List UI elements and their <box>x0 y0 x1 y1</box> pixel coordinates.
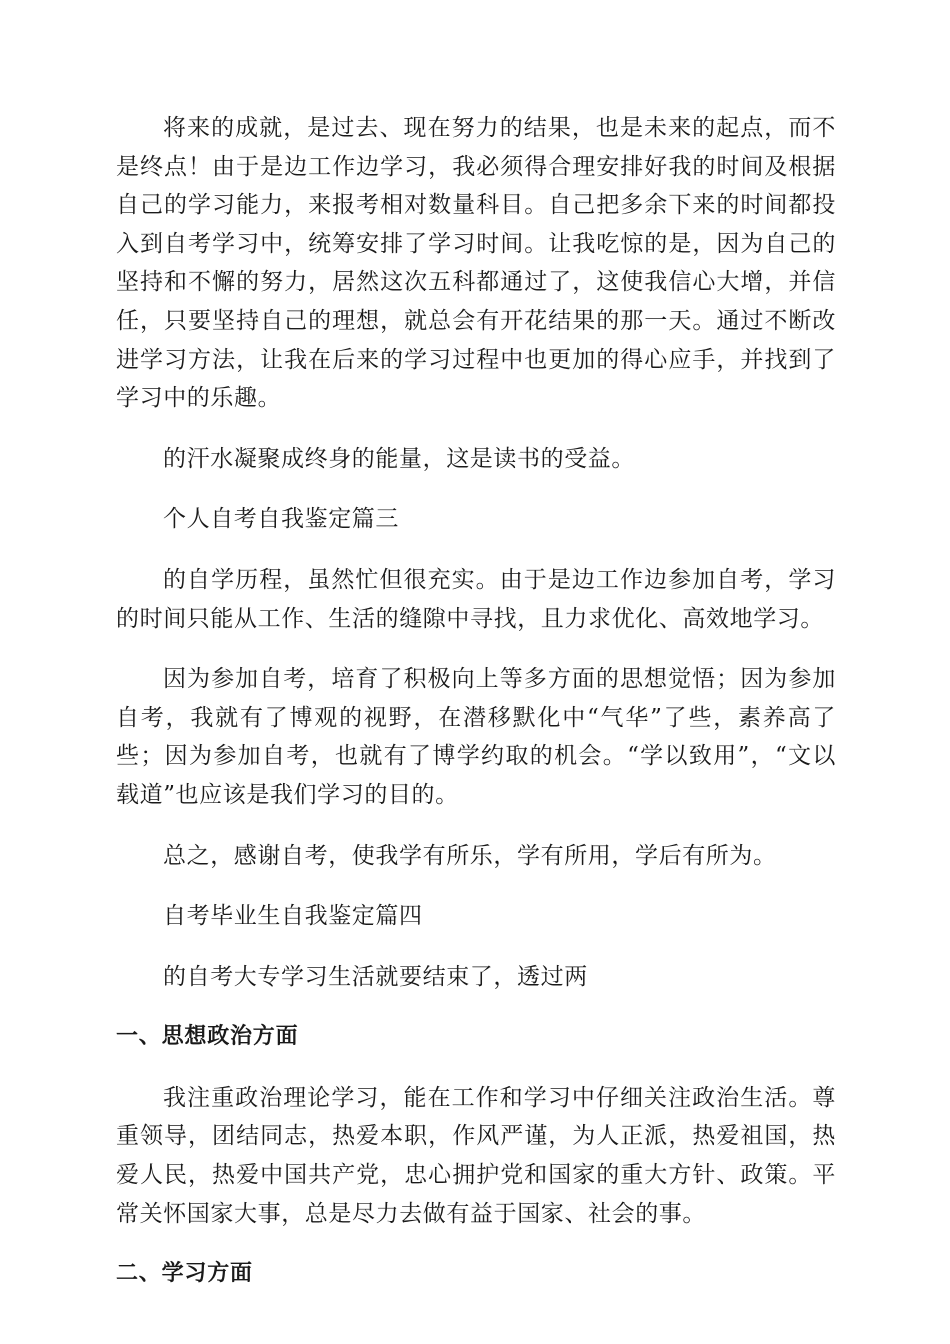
paragraph-thanks: 总之，感谢自考，使我学有所乐，学有所用，学后有所为。 <box>163 842 777 869</box>
paragraph-achievement: 将来的成就，是过去、现在努力的结果，也是未来的起点，而不是终点！由于是边工作边学习，我必须得合理安排好我的时间及根据自己的学习能力，来报考相对数量科目。自己把多余下来的时间都投入到自考学习中，统筹安排了学习时间。让我吃惊的是，因为自己的坚持和不懈的努力，居然这次五科都通过了，这使我信心大增，并信任，只要坚持自己的理想，就总会有开花结果的那一天。通过不断改进学习方法，让我在后来的学习过程中也更加的得心应手，并找到了学习中的乐趣。 <box>116 115 836 412</box>
paragraph-politics: 我注重政治理论学习，能在工作和学习中仔细关注政治生活。尊重领导，团结同志，热爱本职，作风严谨，为人正派，热爱祖国，热爱人民，热爱中国共产党，忠心拥护党和国家的重大方针、政策。平常关怀国家大事，总是尽力去做有益于国家、社会的事。 <box>116 1084 836 1227</box>
section-title-part-three: 个人自考自我鉴定篇三 <box>163 506 399 533</box>
document-body <box>116 109 836 1316</box>
paragraph-self-study: 的自学历程，虽然忙但很充实。由于是边工作边参加自考，学习的时间只能从工作、生活的缝隙中寻找，且力求优化、高效地学习。 <box>116 566 836 632</box>
heading-politics: 一、思想政治方面 <box>116 1024 299 1050</box>
section-title-part-four: 自考毕业生自我鉴定篇四 <box>163 903 423 930</box>
paragraph-graduation: 的自考大专学习生活就要结束了，透过两 <box>163 963 588 990</box>
heading-study: 二、学习方面 <box>116 1261 253 1287</box>
paragraph-benefits: 因为参加自考，培育了积极向上等多方面的思想觉悟；因为参加自考，我就有了博观的视野，在潜移默化中“气华”了些，素养高了些；因为参加自考，也就有了博学约取的机会。“学以致用”，“文以载道”也应该是我们学习的目的。 <box>116 666 836 808</box>
paragraph-sweat: 的汗水凝聚成终身的能量，这是读书的受益。 <box>163 445 635 472</box>
